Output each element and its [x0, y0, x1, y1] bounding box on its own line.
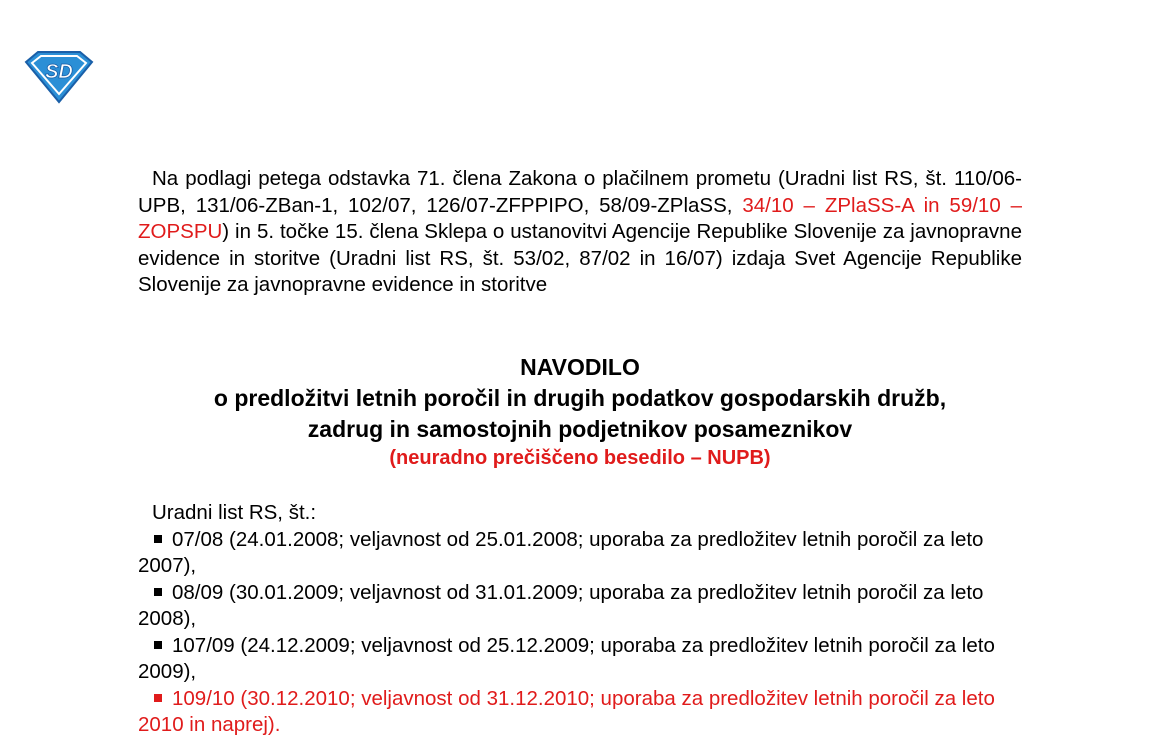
gazette-list-item — [138, 633, 1022, 686]
bullet-icon — [154, 535, 162, 543]
gazette-list-item — [138, 580, 1022, 633]
gazette-heading: Uradni list RS, št.: — [152, 501, 317, 524]
sd-logo — [22, 48, 96, 104]
preamble-amendments-highlight: 34/10 – ZPlaSS-A in 59/10 – ZOPSPU — [138, 193, 1022, 243]
gazette-item-text: 08/09 (30.01.2009; veljavnost od 31.01.2009; uporaba za predložitev letnih poročil za leto 2008), — [138, 580, 984, 630]
bullet-icon — [154, 641, 162, 649]
document-title: NAVODILO — [520, 354, 640, 380]
preamble-text-1: Na podlagi petega odstavka 71. člena Zakona o plačilnem prometu (Uradni list RS, št. 110/06-UPB, 131/06-ZBan-1, 102/07, 126/07-ZFPPIPO, 58/09-ZPlaSS, — [138, 167, 1022, 217]
document-title-block — [138, 352, 1022, 471]
preamble-text-2: ) in 5. točke 15. člena Sklepa o ustanovitvi Agencije Republike Slovenije za javnopravne evidence in storitve (Uradni list RS, št. 53/02, 87/02 in 16/07) izdaja Svet Agencije Republike Slovenije za javnopravne evidence in storitve — [138, 220, 1022, 296]
document-unofficial-note: (neuradno prečiščeno besedilo – NUPB) — [389, 447, 771, 469]
gazette-list-item — [138, 527, 1022, 580]
document-subtitle-line-1: o predložitvi letnih poročil in drugih podatkov gospodarskih družb, — [213, 385, 947, 411]
gazette-list — [138, 527, 1022, 739]
preamble-paragraph — [138, 166, 1022, 299]
logo-lettering: SD — [45, 61, 73, 83]
gazette-item-text: 109/10 (30.12.2010; veljavnost od 31.12.2010; uporaba za predložitev letnih poročil za leto 2010 in naprej). — [138, 686, 995, 736]
bullet-icon — [154, 588, 162, 596]
gazette-item-text: 107/09 (24.12.2009; veljavnost od 25.12.2009; uporaba za predložitev letnih poročil za leto 2009), — [138, 633, 995, 683]
gazette-list-item-current — [138, 686, 1022, 739]
gazette-references — [138, 500, 1022, 739]
document-subtitle-line-2: zadrug in samostojnih podjetnikov posameznikov — [307, 416, 853, 442]
bullet-icon — [154, 694, 162, 702]
gazette-item-text: 07/08 (24.01.2008; veljavnost od 25.01.2008; uporaba za predložitev letnih poročil za leto 2007), — [138, 527, 984, 577]
